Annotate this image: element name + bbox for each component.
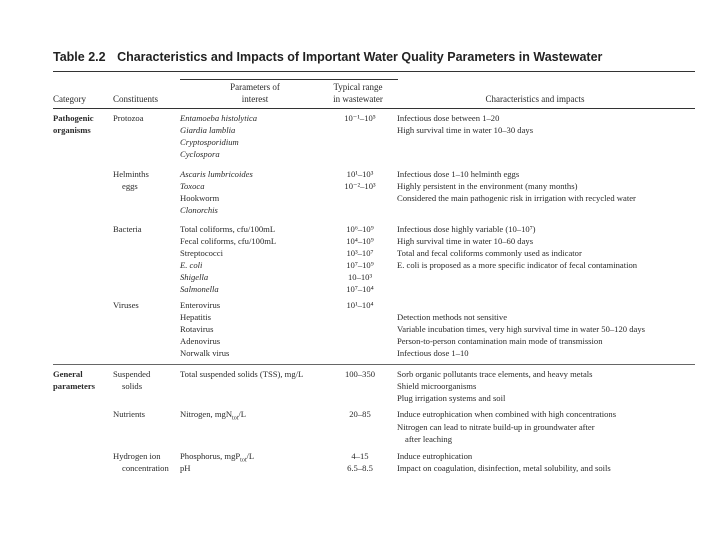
impact-text: Induce eutrophication when combined with high concentrations <box>397 409 617 419</box>
impact-text: High survival time in water 10–30 days <box>397 125 534 135</box>
impact-text: Impact on coagulation, disinfection, metal solubility, and soils <box>397 463 611 473</box>
range-value: 10–10³ <box>347 272 373 282</box>
category-label-line1: Pathogenic <box>53 113 94 123</box>
parameter: Entamoeba histolytica <box>180 113 258 123</box>
parameter: Salmonella <box>180 284 219 294</box>
range-value: 10⁻¹–10⁵ <box>344 113 376 123</box>
parameter: Cryptosporidium <box>180 137 239 147</box>
parameter: Total coliforms, cfu/100mL <box>180 224 276 234</box>
impact-text: Total and fecal coliforms commonly used as indicator <box>397 248 582 258</box>
category-label-line2: organisms <box>53 125 91 135</box>
impact-text: Infectious dose between 1–20 <box>397 113 500 123</box>
impact-text: Considered the main pathogenic risk in irrigation with recycled water <box>397 193 636 203</box>
impact-text: Induce eutrophication <box>397 451 473 461</box>
param-rule <box>180 79 398 80</box>
range-value: 10⁴–10⁹ <box>346 236 374 246</box>
impact-text: Infectious dose highly variable (10–10⁷) <box>397 224 536 234</box>
category-label-line1: General <box>53 369 83 379</box>
constituent-name: Bacteria <box>113 224 142 234</box>
impact-text: Nitrogen can lead to nitrate build-up in groundwater after <box>397 422 595 432</box>
parameter: Giardia lamblia <box>180 125 236 135</box>
header-range-line1: Typical range <box>333 82 383 92</box>
impact-text: Person-to-person contamination main mode of transmission <box>397 336 603 346</box>
impact-text: Shield microorganisms <box>397 381 477 391</box>
parameter: Streptococci <box>180 248 223 258</box>
header-range-line2: in wastewater <box>333 94 383 104</box>
impact-text: Highly persistent in the environment (many months) <box>397 181 578 191</box>
header-parameters-line1: Parameters of <box>230 82 280 92</box>
parameter: Clonorchis <box>180 205 218 215</box>
range-value: 4–15 <box>351 451 369 461</box>
parameter: Cyclospora <box>180 149 220 159</box>
range-value: 10¹–10⁴ <box>346 300 374 310</box>
impact-text: Infectious dose 1–10 <box>397 348 469 358</box>
parameter: Fecal coliforms, cfu/100mL <box>180 236 277 246</box>
parameter: Hookworm <box>180 193 220 203</box>
parameter: Hepatitis <box>180 312 212 322</box>
impact-text: Plug irrigation systems and soil <box>397 393 506 403</box>
range-value: 10¹–10³ <box>346 169 374 179</box>
constituent-name: eggs <box>122 181 138 191</box>
header-category: Category <box>53 94 86 104</box>
parameter: pH <box>180 463 191 473</box>
range-value: 10⁷–10⁴ <box>346 284 374 294</box>
impact-text: after leaching <box>405 434 452 444</box>
parameter: Rotavirus <box>180 324 214 334</box>
constituent-name: concentration <box>122 463 169 473</box>
constituent-name: Helminths <box>113 169 149 179</box>
range-value: 6.5–8.5 <box>347 463 373 473</box>
constituent-name: solids <box>122 381 143 391</box>
table-number: Table 2.2 <box>53 50 106 64</box>
header-constituents: Constituents <box>113 94 159 104</box>
parameter: Ascaris lumbricoides <box>180 169 253 179</box>
impact-text: E. coli is proposed as a more specific indicator of fecal contamination <box>397 260 638 270</box>
parameter: Toxoca <box>180 181 205 191</box>
impact-text: High survival time in water 10–60 days <box>397 236 534 246</box>
constituent-name: Nutrients <box>113 409 145 419</box>
header-parameters-line2: interest <box>241 94 269 104</box>
group-divider <box>53 364 695 365</box>
range-value: 20–85 <box>349 409 371 419</box>
constituent-name: Suspended <box>113 369 151 379</box>
parameter: Phosphorus, mgP$_{tot}$/L <box>180 451 255 464</box>
header-characteristics: Characteristics and impacts <box>485 94 585 104</box>
impact-text: Detection methods not sensitive <box>397 312 508 322</box>
impact-text: Sorb organic pollutants trace elements, and heavy metals <box>397 369 593 379</box>
table-title <box>53 50 693 64</box>
constituent-name: Hydrogen ion <box>113 451 161 461</box>
table-caption: Characteristics and Impacts of Important Water Quality Parameters in Wastewater <box>117 50 603 64</box>
constituent-name: Viruses <box>113 300 139 310</box>
parameter: Enterovirus <box>180 300 221 310</box>
range-value: 10³–10⁷ <box>346 248 374 258</box>
parameter: Nitrogen, mgN$_{tot}$/L <box>180 409 247 422</box>
parameter: E. coli <box>180 260 203 270</box>
range-value: 10⁶–10⁹ <box>346 224 374 234</box>
range-value: 10⁻²–10³ <box>344 181 376 191</box>
impact-text: Variable incubation times, very high survival time in water 50–120 days <box>397 324 645 334</box>
parameter: Norwalk virus <box>180 348 230 358</box>
range-value: 10⁷–10⁹ <box>346 260 374 270</box>
impact-text: Infectious dose 1–10 helminth eggs <box>397 169 520 179</box>
parameter: Shigella <box>180 272 209 282</box>
range-value: 100–350 <box>344 369 376 379</box>
constituent-name: Protozoa <box>113 113 144 123</box>
parameter: Total suspended solids (TSS), mg/L <box>180 369 304 379</box>
category-label-line2: parameters <box>53 381 95 391</box>
top-rule <box>53 71 695 72</box>
parameter: Adenovirus <box>180 336 221 346</box>
header-rule <box>53 108 695 109</box>
